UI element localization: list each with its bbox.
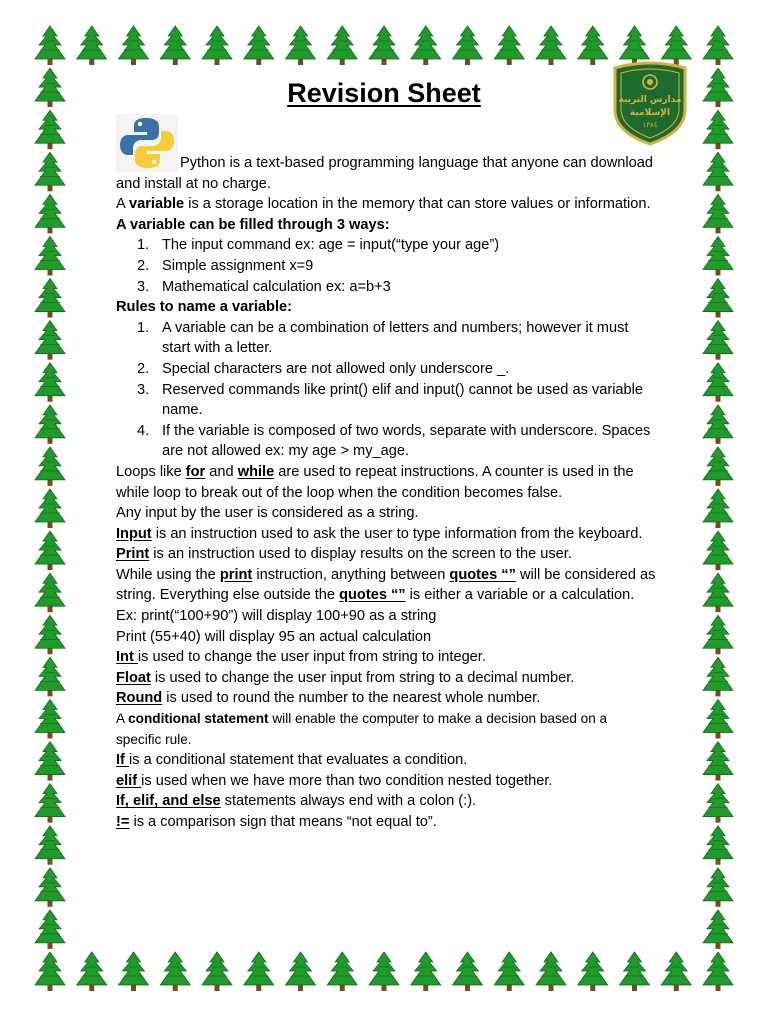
round-post: is used to round the number to the nearest whole number. (162, 690, 541, 707)
christmas-tree-icon (703, 489, 733, 528)
round-term: Round (116, 690, 163, 707)
variable-pre: A (116, 196, 129, 213)
christmas-tree-icon (703, 826, 733, 865)
christmas-tree-icon (35, 489, 65, 528)
christmas-tree-icon (703, 742, 733, 781)
christmas-tree-icon (35, 910, 65, 949)
christmas-tree-icon (35, 952, 65, 991)
list-item (116, 235, 656, 256)
if-elif-else-definition (116, 791, 656, 812)
christmas-tree-icon (35, 699, 65, 738)
example-string: Ex: print(“100+90”) will display 100+90 as a string (116, 608, 437, 625)
input-definition (116, 524, 656, 545)
not-equal-post: is a comparison sign that means “not equal to”. (129, 814, 437, 830)
christmas-tree-icon (35, 321, 65, 360)
quotes-p4: is either a variable or a calculation. (405, 587, 635, 604)
christmas-tree-icon (327, 952, 357, 991)
christmas-tree-icon (703, 152, 733, 191)
christmas-tree-icon (35, 194, 65, 233)
list-text: A variable can be a combination of letters and numbers; however it must start with a letter. (162, 319, 629, 357)
loops-mid: and (205, 463, 238, 480)
if-post: is a conditional statement that evaluates a condition. (128, 752, 468, 769)
christmas-tree-icon (453, 952, 483, 991)
christmas-tree-icon (35, 152, 65, 191)
quotes-keyword: quotes “” (449, 566, 516, 583)
christmas-tree-icon (703, 699, 733, 738)
if-elif-else-post: statements always end with a colon (:). (220, 793, 477, 810)
list-text: Simple assignment x=9 (162, 257, 314, 274)
school-emblem-icon (609, 60, 691, 146)
quotes-p2: instruction, anything between (252, 566, 450, 583)
variable-definition (116, 194, 656, 215)
int-post: is used to change the user input from string to integer. (137, 649, 486, 666)
list-number: 3. (137, 278, 150, 295)
elif-post: is used when we have more than two condition nested together. (141, 772, 553, 789)
christmas-tree-icon (35, 447, 65, 486)
print-definition (116, 544, 656, 565)
christmas-tree-icon (703, 110, 733, 149)
list-text: The input command ex: age = input(“type your age”) (162, 237, 500, 254)
input-term: Input (116, 525, 152, 542)
not-equal-term: != (116, 814, 130, 830)
christmas-tree-icon (578, 26, 608, 65)
string-note: Any input by the user is considered as a string. (116, 505, 419, 522)
christmas-tree-icon (703, 868, 733, 907)
christmas-tree-icon (703, 405, 733, 444)
list-text: Mathematical calculation ex: a=b+3 (162, 278, 391, 295)
list-item (116, 277, 656, 298)
christmas-tree-icon (35, 826, 65, 865)
christmas-tree-icon (703, 910, 733, 949)
christmas-tree-icon (703, 615, 733, 654)
christmas-tree-icon (578, 952, 608, 991)
loops-post: are used to repeat instructions. A counter is used in the while loop to break out of the loop when the condition becomes false. (116, 463, 634, 501)
school-emblem-line2: الإسلامية (629, 108, 671, 118)
int-definition (116, 647, 656, 668)
school-emblem-line1: مدارس التربية (618, 95, 682, 105)
christmas-tree-icon (703, 194, 733, 233)
christmas-tree-icon (703, 363, 733, 402)
christmas-tree-icon (369, 26, 399, 65)
christmas-tree-icon (35, 742, 65, 781)
not-equal-definition (116, 812, 656, 833)
while-keyword: while (237, 463, 275, 480)
christmas-tree-icon (536, 26, 566, 65)
christmas-tree-icon (202, 26, 232, 65)
list-number: 3. (137, 381, 150, 398)
example-calculation: Print (55+40) will display 95 an actual calculation (116, 628, 432, 645)
christmas-tree-icon (119, 26, 149, 65)
christmas-tree-icon (703, 657, 733, 696)
christmas-tree-icon (703, 531, 733, 570)
list-item (116, 359, 656, 380)
input-post: is an instruction used to ask the user to type information from the keyboard. (151, 525, 643, 542)
christmas-tree-icon (35, 573, 65, 612)
ways-heading-text: A variable can be filled through 3 ways: (116, 216, 390, 233)
christmas-tree-icon (703, 447, 733, 486)
christmas-tree-icon (119, 952, 149, 991)
christmas-tree-icon (411, 26, 441, 65)
christmas-tree-icon (703, 279, 733, 318)
page-title: Revision Sheet (287, 78, 481, 108)
conditional-term: conditional statement (128, 711, 269, 727)
list-number: 2. (137, 360, 150, 377)
list-number: 1. (137, 319, 150, 336)
christmas-tree-icon (160, 26, 190, 65)
christmas-tree-icon (327, 26, 357, 65)
christmas-tree-icon (35, 405, 65, 444)
christmas-tree-icon (411, 952, 441, 991)
loops-pre: Loops like (116, 463, 186, 480)
elif-definition (116, 771, 656, 792)
float-post: is used to change the user input from string to a decimal number. (150, 669, 575, 686)
christmas-tree-icon (35, 363, 65, 402)
christmas-tree-icon (35, 784, 65, 823)
list-item (116, 256, 656, 277)
christmas-tree-icon (35, 615, 65, 654)
christmas-tree-icon (35, 26, 65, 65)
float-definition (116, 668, 656, 689)
christmas-tree-icon (160, 952, 190, 991)
conditional-pre: A (116, 711, 129, 727)
rules-list (116, 318, 656, 462)
intro-text: Python is a text-based programming language that anyone can download and install at no charge. (116, 155, 653, 192)
print-keyword: print (219, 566, 253, 583)
list-number: 2. (137, 257, 150, 274)
christmas-tree-icon (35, 868, 65, 907)
christmas-tree-icon (703, 952, 733, 991)
conditional-definition (116, 709, 656, 750)
list-text: Special characters are not allowed only underscore _. (162, 360, 510, 377)
for-keyword: for (185, 463, 206, 480)
christmas-tree-icon (494, 26, 524, 65)
christmas-tree-icon (244, 952, 274, 991)
christmas-tree-icon (494, 952, 524, 991)
variable-term: variable (128, 196, 185, 213)
christmas-tree-icon (202, 952, 232, 991)
revision-content (116, 153, 656, 833)
christmas-tree-icon (453, 26, 483, 65)
int-term: Int (116, 649, 138, 666)
list-text: Reserved commands like print() elif and input() cannot be used as variable name. (162, 381, 644, 419)
variable-post: is a storage location in the memory that can store values or information. (184, 196, 651, 213)
round-definition (116, 688, 656, 709)
list-text: If the variable is composed of two words, separate with underscore. Spaces are not allowed ex: my age > my_age. (162, 422, 651, 460)
ways-list (116, 235, 656, 297)
christmas-tree-icon (620, 952, 650, 991)
if-elif-else-term: If, elif, and else (116, 793, 221, 810)
christmas-tree-icon (35, 531, 65, 570)
if-definition (116, 750, 656, 771)
christmas-tree-icon (286, 26, 316, 65)
print-term: Print (116, 546, 150, 563)
list-item (116, 380, 656, 421)
christmas-tree-icon (703, 321, 733, 360)
christmas-tree-icon (661, 952, 691, 991)
christmas-tree-icon (77, 952, 107, 991)
print-post: is an instruction used to display results on the screen to the user. (149, 546, 572, 563)
quotes-p1: While using the (116, 566, 220, 583)
loops-paragraph (116, 462, 656, 503)
list-item (116, 318, 656, 359)
quotes-paragraph (116, 565, 656, 606)
school-emblem-year: ١٣٨٤ (642, 121, 658, 129)
christmas-tree-icon (77, 26, 107, 65)
if-term: If (116, 752, 129, 769)
christmas-tree-icon (703, 573, 733, 612)
rules-heading (116, 297, 656, 318)
christmas-tree-icon (286, 952, 316, 991)
elif-term: elif (116, 772, 142, 789)
quotes-p3: will be considered as string. Everything else outside the (116, 566, 656, 604)
christmas-tree-icon (703, 26, 733, 65)
christmas-tree-icon (35, 236, 65, 275)
christmas-tree-icon (703, 236, 733, 275)
christmas-tree-icon (244, 26, 274, 65)
christmas-tree-icon (35, 279, 65, 318)
conditional-post: will enable the computer to make a decision based on a specific rule. (116, 711, 608, 747)
christmas-tree-icon (35, 110, 65, 149)
ways-heading (116, 215, 656, 236)
float-term: Float (116, 669, 151, 686)
christmas-tree-icon (536, 952, 566, 991)
christmas-tree-icon (703, 784, 733, 823)
quotes-keyword: quotes “” (339, 587, 406, 604)
list-number: 4. (137, 422, 150, 439)
christmas-tree-icon (35, 657, 65, 696)
list-number: 1. (137, 237, 150, 254)
list-item (116, 421, 656, 462)
christmas-tree-icon (369, 952, 399, 991)
rules-heading-text: Rules to name a variable: (116, 299, 293, 316)
